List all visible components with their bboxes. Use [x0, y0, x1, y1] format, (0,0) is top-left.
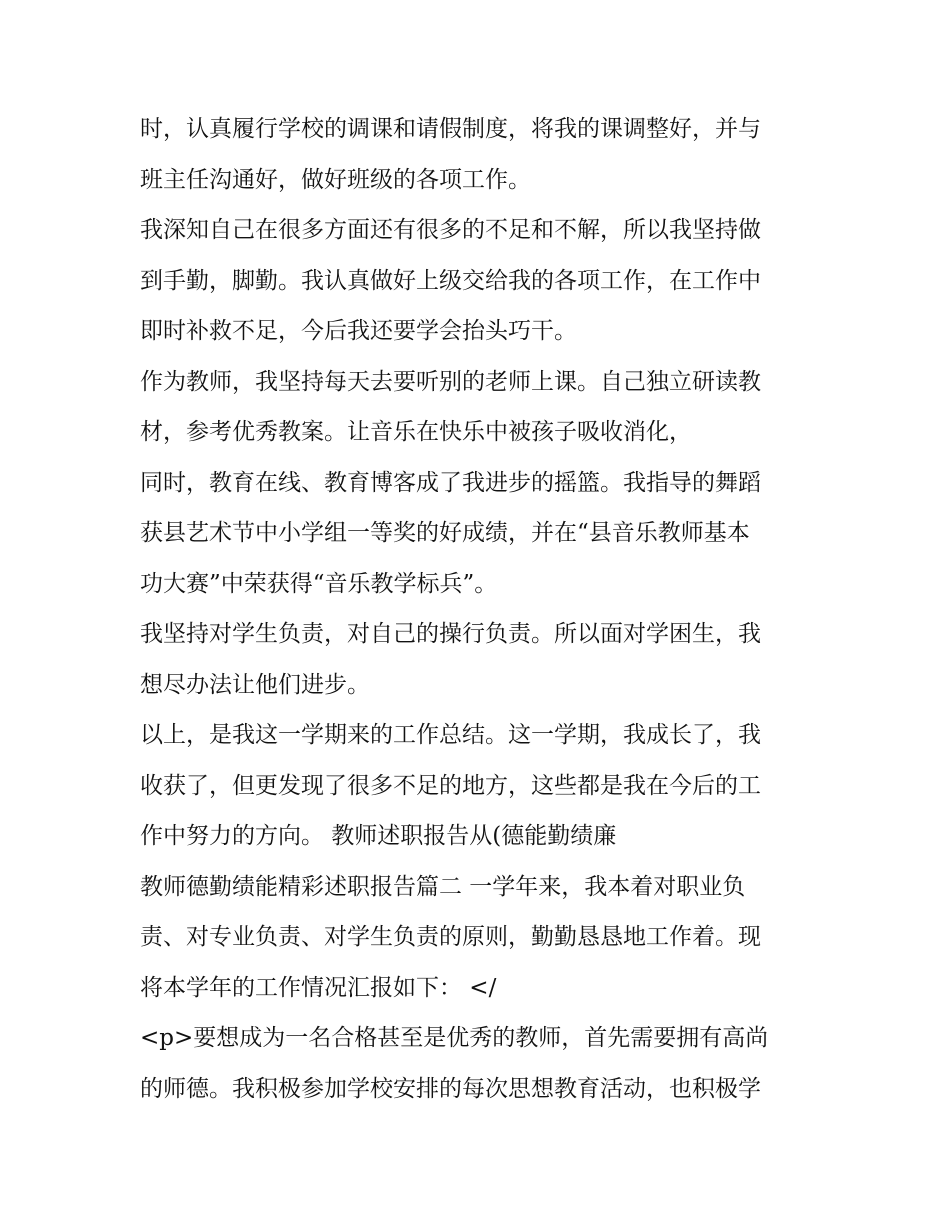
text-line: 教师德勤绩能精彩述职报告篇二 一学年来，我本着对职业负: [140, 873, 746, 900]
text-line: 时，认真履行学校的调课和请假制度，将我的课调整好，并与: [140, 116, 761, 142]
body-text: [140, 104, 820, 1114]
text-line: 作中努力的方向。 教师述职报告从(德能勤绩廉: [140, 823, 617, 849]
text-line: 想尽办法让他们进步。: [140, 671, 370, 698]
text-line: 作为教师，我坚持每天去要听别的老师上课。自己独立研读教: [140, 368, 761, 395]
text-line: 我坚持对学生负责，对自己的操行负责。所以面对学困生，我: [140, 621, 761, 647]
text-line: 责、对专业负责、对学生负责的原则，勤勤恳恳地工作着。现: [140, 924, 761, 950]
text-line: <p>要想成为一名合格甚至是优秀的教师，首先需要拥有高尚: [140, 1025, 769, 1051]
text-line: 即时补救不足，今后我还要学会抬头巧干。: [140, 318, 577, 344]
text-line: 的师德。我积极参加学校安排的每次思想教育活动，也积极学: [140, 1075, 761, 1102]
text-line: 到手勤，脚勤。我认真做好上级交给我的各项工作，在工作中: [140, 267, 761, 294]
text-line: 以上，是我这一学期来的工作总结。这一学期，我成长了，我: [140, 722, 761, 748]
text-line: 功大赛”中荣获得“音乐教学标兵”。: [140, 570, 498, 597]
text-line: 材，参考优秀教案。让音乐在快乐中被孩子吸收消化，: [140, 419, 692, 445]
text-line: 收获了，但更发现了很多不足的地方，这些都是我在今后的工: [140, 772, 761, 799]
text-line: 同时，教育在线、教育博客成了我进步的摇篮。我指导的舞蹈: [140, 469, 761, 496]
text-line: 将本学年的工作情况汇报如下： </: [140, 974, 497, 1001]
text-line: 获县艺术节中小学组一等奖的好成绩，并在“县音乐教师基本: [140, 520, 750, 546]
text-line: 我深知自己在很多方面还有很多的不足和不解，所以我坚持做: [140, 217, 761, 243]
text-line: 班主任沟通好，做好班级的各项工作。: [140, 166, 531, 193]
